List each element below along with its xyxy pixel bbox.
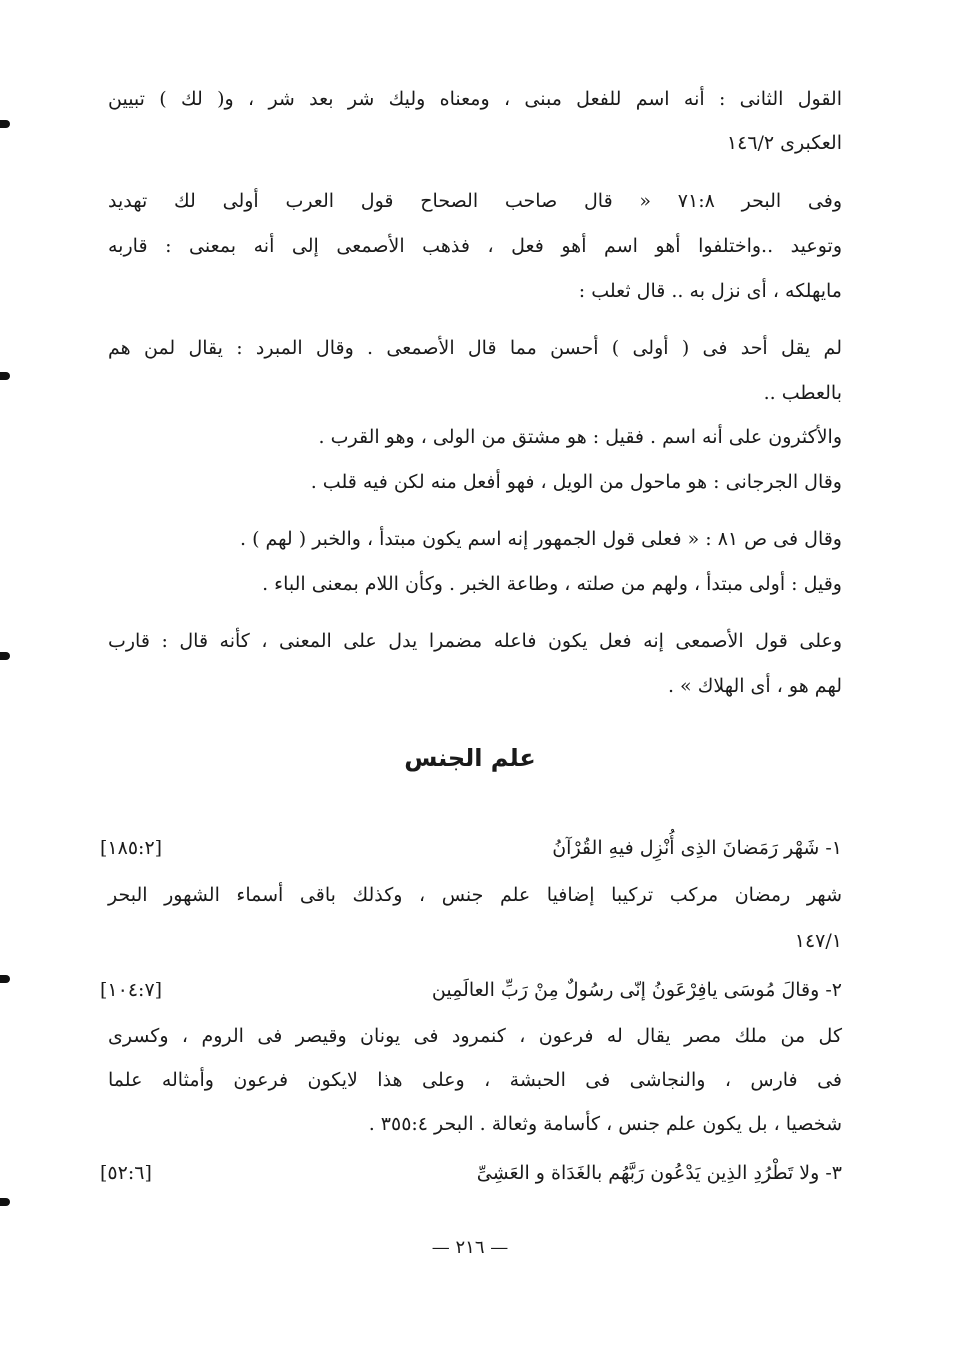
- margin-mark: [0, 372, 10, 380]
- verse-row: [100, 1158, 842, 1190]
- margin-mark: [0, 975, 10, 983]
- text-line: مايهلكه ، أى نزل به .. قال ثعلب :: [578, 280, 842, 302]
- verse-reference: [٥٢:٦]: [100, 1162, 152, 1184]
- text-line: لم يقل أحد فى ( أولى ) أحسن مما قال الأصمعى . وقال المبرد : يقال لمن هم: [108, 337, 842, 359]
- verse-reference: [١٨٥:٢]: [100, 837, 163, 859]
- text-line: ١٤٧/١: [794, 930, 842, 952]
- text-line: شخصيا ، بل يكون علم جنس ، كأسامة وثعالة . البحر ٣٥٥:٤ .: [368, 1113, 842, 1135]
- text-line: العكبرى ١٤٦/٢: [726, 132, 842, 154]
- text-line: وتوعيد ..واختلفوا أهو اسم أهو فعل ، فذهب الأصمعى إلى أنه بمعنى : قاربه: [108, 235, 842, 257]
- verse-row: [100, 975, 842, 1007]
- text-line: بالعطب ..: [763, 382, 842, 404]
- verse-text: ٢- وقالَ مُوسَى يافِرْعَونُ إنّى رسُولٌ مِنْ رَبِّ العالَمِين: [431, 979, 842, 1001]
- text-line: لهم هو ، أى الهلاك » .: [667, 675, 842, 697]
- text-line: وعلى قول الأصمعى إنه فعل يكون فاعله مضمرا يدل على المعنى ، كأنه قال : قارب: [108, 630, 842, 652]
- text-line: شهر رمضان مركب تركيبا إضافيا علم جنس ، وكذلك باقى أسماء الشهور البحر: [108, 884, 842, 906]
- text-line: وفى البحر ٧١:٨ « قال صاحب الصحاح قول العرب أولى لك تهديد: [108, 190, 842, 212]
- margin-mark: [0, 652, 10, 660]
- verse-row: [100, 833, 842, 865]
- text-line: وقال الجرجانى : هو ماحول من الويل ، فهو أفعل منه لكن فيه قلب .: [310, 471, 842, 493]
- text-line: وقال فى ص ٨١ : « فعلى قول الجمهور إنه اسم يكون مبتدأ ، والخبر ( لهم ) .: [239, 528, 842, 550]
- verse-reference: [١٠٤:٧]: [100, 979, 163, 1001]
- text-line: فى فارس ، والنجاشى فى الحبشة ، وعلى هذا لايكون فرعون وأمثاله علما: [108, 1069, 842, 1091]
- margin-mark: [0, 1198, 10, 1206]
- verse-text: ٣- ولا تَطْرُدِ الذِين يَدْعُون رَبَّهُم بالغَدَاة و العَشِىِّ: [476, 1162, 842, 1184]
- section-heading: علم الجنس: [404, 744, 536, 772]
- page-number: — ٢١٦ —: [431, 1237, 509, 1258]
- verse-text: ١- شَهْر رَمَضانَ الذِى أُنْزِل فيهِ القُرْآنُ: [552, 837, 842, 859]
- text-line: والأكثرون على أنه اسم . فقيل : هو مشتق من الولى ، وهو القرب .: [318, 426, 842, 448]
- text-line: القول الثانى : أنه اسم للفعل مبنى ، ومعناه وليك شر بعد شر ، و( لك ) تبيين: [108, 88, 842, 110]
- margin-mark: [0, 120, 10, 128]
- text-line: وقيل : أولى مبتدأ ، ولهم من صلته ، وطاعة الخبر . وكأن اللام بمعنى الباء .: [262, 573, 842, 595]
- text-line: كل من ملك مصر يقال له فرعون ، كنمرود فى يونان وقيصر فى الروم ، وكسرى: [108, 1025, 842, 1047]
